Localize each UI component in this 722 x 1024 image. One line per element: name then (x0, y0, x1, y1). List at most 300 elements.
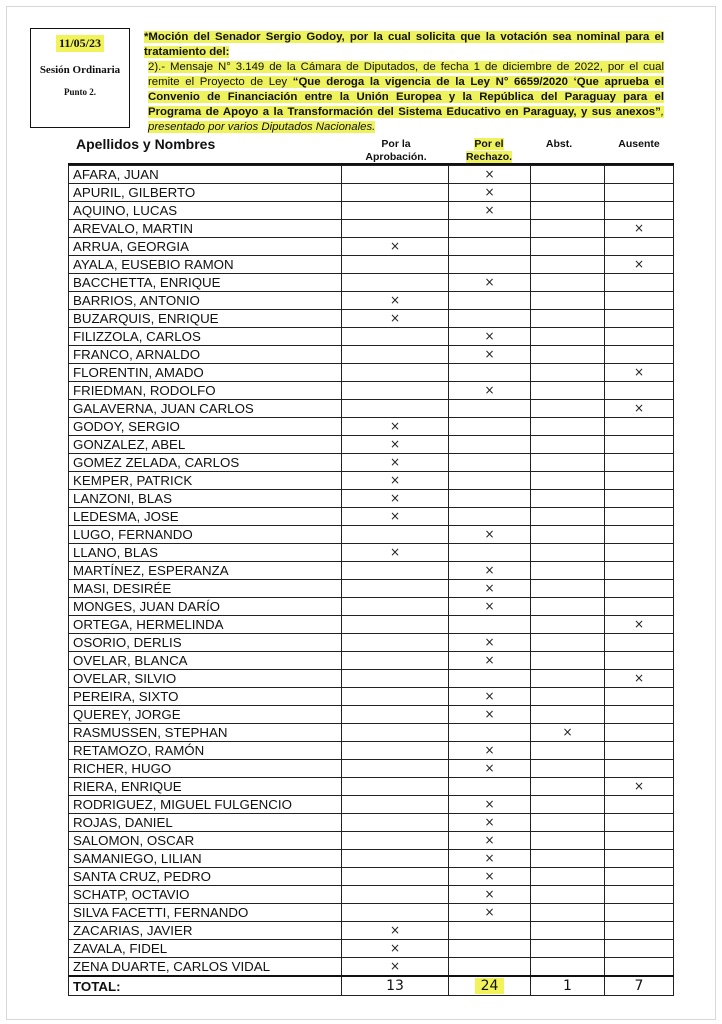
vote-cell-rechazo (449, 688, 531, 706)
legislator-name: BUZARQUIS, ENRIQUE (69, 310, 342, 328)
vote-cell-aprobacion (342, 652, 449, 670)
legislator-name: GOMEZ ZELADA, CARLOS (69, 454, 342, 472)
legislator-name: AREVALO, MARTIN (69, 220, 342, 238)
vote-cell-aprobacion (342, 292, 449, 310)
vote-cell-abstencion (531, 904, 605, 922)
vote-cell-abstencion (531, 760, 605, 778)
vote-cell-aprobacion (342, 706, 449, 724)
vote-cell-aprobacion (342, 454, 449, 472)
vote-cell-abstencion (531, 832, 605, 850)
vote-mark-icon: × (389, 239, 401, 253)
table-row (69, 220, 674, 238)
vote-mark-icon: × (484, 851, 495, 865)
vote-cell-abstencion (531, 868, 605, 886)
vote-mark-icon: × (484, 833, 495, 847)
vote-mark-icon: × (633, 365, 645, 379)
vote-cell-ausente (605, 346, 674, 364)
vote-cell-aprobacion (342, 886, 449, 904)
vote-mark-icon: × (389, 545, 401, 559)
vote-cell-rechazo (449, 724, 531, 742)
legislator-name: FLORENTIN, AMADO (69, 364, 342, 382)
table-row (69, 868, 674, 886)
vote-mark-icon: × (389, 491, 401, 505)
table-row (69, 922, 674, 940)
vote-cell-aprobacion (342, 256, 449, 274)
vote-cell-ausente (605, 166, 674, 184)
vote-cell-abstencion (531, 778, 605, 796)
vote-cell-rechazo (449, 274, 531, 292)
vote-cell-abstencion (531, 742, 605, 760)
vote-cell-aprobacion (342, 472, 449, 490)
vote-mark-icon: × (484, 905, 495, 919)
vote-cell-abstencion (531, 328, 605, 346)
vote-cell-abstencion (531, 580, 605, 598)
vote-cell-abstencion (531, 346, 605, 364)
vote-cell-ausente (605, 184, 674, 202)
legislator-name: QUEREY, JORGE (69, 706, 342, 724)
legislator-name: SCHATP, OCTAVIO (69, 886, 342, 904)
vote-cell-ausente (605, 634, 674, 652)
legislator-name: ARRUA, GEORGIA (69, 238, 342, 256)
absent-column-header: Ausente (618, 138, 660, 150)
table-row (69, 274, 674, 292)
vote-cell-rechazo (449, 310, 531, 328)
vote-cell-abstencion (531, 292, 605, 310)
vote-cell-ausente (605, 904, 674, 922)
vote-mark-icon: × (389, 959, 401, 973)
table-row (69, 526, 674, 544)
table-row (69, 652, 674, 670)
vote-cell-abstencion (531, 544, 605, 562)
legislator-name: GONZALEZ, ABEL (69, 436, 342, 454)
vote-table (68, 165, 674, 996)
vote-cell-abstencion (531, 634, 605, 652)
legislator-name: RIERA, ENRIQUE (69, 778, 342, 796)
table-row (69, 346, 674, 364)
motion-text (144, 30, 664, 135)
vote-cell-rechazo (449, 472, 531, 490)
legislator-name: BARRIOS, ANTONIO (69, 292, 342, 310)
vote-cell-aprobacion (342, 634, 449, 652)
vote-cell-abstencion (531, 598, 605, 616)
table-row (69, 724, 674, 742)
motion-body-end: , presentado por varios Diputados Nacionales. (148, 106, 664, 133)
legislator-name: KEMPER, PATRICK (69, 472, 342, 490)
table-row (69, 202, 674, 220)
vote-mark-icon: × (633, 671, 645, 685)
vote-cell-abstencion (531, 850, 605, 868)
vote-cell-abstencion (531, 886, 605, 904)
legislator-name: RETAMOZO, RAMÓN (69, 742, 342, 760)
legislator-name: APURIL, GILBERTO (69, 184, 342, 202)
vote-cell-aprobacion (342, 598, 449, 616)
table-row (69, 256, 674, 274)
vote-cell-aprobacion (342, 904, 449, 922)
table-row (69, 454, 674, 472)
vote-cell-ausente (605, 400, 674, 418)
vote-cell-ausente (605, 814, 674, 832)
vote-cell-aprobacion (342, 202, 449, 220)
vote-cell-aprobacion (342, 274, 449, 292)
vote-cell-abstencion (531, 688, 605, 706)
vote-cell-aprobacion (342, 166, 449, 184)
vote-mark-icon: × (484, 185, 495, 199)
legislator-name: GODOY, SERGIO (69, 418, 342, 436)
vote-cell-abstencion (531, 436, 605, 454)
vote-cell-ausente (605, 922, 674, 940)
vote-cell-aprobacion (342, 526, 449, 544)
vote-cell-abstencion (531, 256, 605, 274)
vote-cell-rechazo (449, 616, 531, 634)
vote-cell-ausente (605, 526, 674, 544)
vote-cell-rechazo (449, 454, 531, 472)
vote-mark-icon: × (633, 257, 645, 271)
legislator-name: ROJAS, DANIEL (69, 814, 342, 832)
vote-cell-abstencion (531, 274, 605, 292)
legislator-name: PEREIRA, SIXTO (69, 688, 342, 706)
vote-cell-rechazo (449, 580, 531, 598)
table-row (69, 670, 674, 688)
legislator-name: GALAVERNA, JUAN CARLOS (69, 400, 342, 418)
vote-mark-icon: × (484, 743, 495, 757)
table-row (69, 580, 674, 598)
vote-cell-ausente (605, 796, 674, 814)
agenda-point: Punto 2. (63, 87, 96, 97)
total-abstention: 1 (531, 976, 605, 996)
vote-cell-abstencion (531, 616, 605, 634)
table-row (69, 940, 674, 958)
vote-cell-abstencion (531, 400, 605, 418)
vote-mark-icon: × (484, 869, 495, 883)
vote-cell-ausente (605, 328, 674, 346)
vote-cell-ausente (605, 508, 674, 526)
table-row (69, 760, 674, 778)
motion-body-start: 2).- Mensaje N° 3.149 de la Cámara de Diputados, de fecha 1 de diciembre de 2022, por el cual remite el Proyecto de Ley (148, 61, 664, 88)
table-row (69, 418, 674, 436)
vote-mark-icon: × (633, 617, 645, 631)
vote-mark-icon: × (484, 653, 495, 667)
vote-mark-icon: × (562, 725, 573, 739)
vote-mark-icon: × (633, 401, 645, 415)
vote-cell-ausente (605, 220, 674, 238)
vote-cell-abstencion (531, 922, 605, 940)
vote-cell-aprobacion (342, 490, 449, 508)
vote-cell-aprobacion (342, 562, 449, 580)
vote-cell-aprobacion (342, 346, 449, 364)
table-row (69, 706, 674, 724)
vote-cell-abstencion (531, 670, 605, 688)
table-row (69, 490, 674, 508)
session-type: Sesión Ordinaria (39, 64, 121, 76)
vote-mark-icon: × (389, 509, 401, 523)
vote-cell-rechazo (449, 220, 531, 238)
vote-cell-abstencion (531, 562, 605, 580)
vote-cell-aprobacion (342, 670, 449, 688)
vote-mark-icon: × (484, 599, 495, 613)
vote-cell-rechazo (449, 292, 531, 310)
legislator-name: OVELAR, BLANCA (69, 652, 342, 670)
legislator-name: ZENA DUARTE, CARLOS VIDAL (69, 958, 342, 977)
table-row (69, 814, 674, 832)
vote-cell-aprobacion (342, 778, 449, 796)
vote-cell-rechazo (449, 184, 531, 202)
legislator-name: ZAVALA, FIDEL (69, 940, 342, 958)
vote-cell-ausente (605, 670, 674, 688)
vote-cell-aprobacion (342, 436, 449, 454)
table-row (69, 328, 674, 346)
vote-cell-rechazo (449, 706, 531, 724)
vote-cell-ausente (605, 472, 674, 490)
vote-cell-rechazo (449, 778, 531, 796)
vote-cell-rechazo (449, 940, 531, 958)
vote-cell-abstencion (531, 454, 605, 472)
vote-cell-rechazo (449, 256, 531, 274)
vote-cell-rechazo (449, 886, 531, 904)
vote-cell-ausente (605, 436, 674, 454)
vote-cell-rechazo (449, 526, 531, 544)
table-row (69, 742, 674, 760)
vote-cell-ausente (605, 778, 674, 796)
vote-mark-icon: × (633, 221, 645, 235)
vote-mark-icon: × (484, 761, 495, 775)
abstention-column-header: Abst. (545, 138, 573, 150)
vote-cell-aprobacion (342, 580, 449, 598)
vote-mark-icon: × (389, 941, 401, 955)
vote-cell-ausente (605, 742, 674, 760)
vote-cell-aprobacion (342, 508, 449, 526)
vote-cell-ausente (605, 256, 674, 274)
bill-title: “Que deroga la vigencia de la Ley N° 6659/2020 ‘Que aprueba el Convenio de Financiación entre la Unión Europea y la República del Paraguay para el Programa de Apoyo a la Transformación del Sistema Educativo en Paraguay, y sus anexos” (148, 76, 664, 118)
table-row (69, 364, 674, 382)
vote-cell-rechazo (449, 814, 531, 832)
vote-cell-rechazo (449, 958, 531, 977)
vote-cell-aprobacion (342, 688, 449, 706)
table-row (69, 508, 674, 526)
legislator-name: SANTA CRUZ, PEDRO (69, 868, 342, 886)
table-row (69, 382, 674, 400)
vote-cell-aprobacion (342, 238, 449, 256)
vote-cell-aprobacion (342, 832, 449, 850)
vote-cell-rechazo (449, 418, 531, 436)
table-row (69, 436, 674, 454)
table-row (69, 238, 674, 256)
vote-mark-icon: × (484, 275, 495, 289)
vote-cell-abstencion (531, 652, 605, 670)
motion-title: *Moción del Senador Sergio Godoy, por la cual solicita que la votación sea nominal para el tratamiento del: (144, 31, 664, 58)
vote-mark-icon: × (389, 923, 401, 937)
vote-cell-rechazo (449, 202, 531, 220)
vote-cell-ausente (605, 832, 674, 850)
legislator-name: AYALA, EUSEBIO RAMON (69, 256, 342, 274)
vote-cell-rechazo (449, 670, 531, 688)
vote-mark-icon: × (389, 473, 401, 487)
legislator-name: MONGES, JUAN DARÍO (69, 598, 342, 616)
table-row (69, 184, 674, 202)
table-row (69, 562, 674, 580)
vote-cell-abstencion (531, 706, 605, 724)
vote-cell-abstencion (531, 418, 605, 436)
vote-cell-aprobacion (342, 760, 449, 778)
vote-cell-aprobacion (342, 868, 449, 886)
legislator-name: MASI, DESIRÉE (69, 580, 342, 598)
vote-cell-rechazo (449, 508, 531, 526)
vote-cell-aprobacion (342, 796, 449, 814)
vote-mark-icon: × (484, 815, 495, 829)
legislator-name: FRIEDMAN, RODOLFO (69, 382, 342, 400)
vote-mark-icon: × (484, 707, 495, 721)
table-row (69, 958, 674, 977)
vote-mark-icon: × (484, 383, 495, 397)
vote-mark-icon: × (633, 779, 645, 793)
vote-mark-icon: × (484, 347, 495, 361)
vote-cell-ausente (605, 886, 674, 904)
vote-cell-aprobacion (342, 310, 449, 328)
legislator-name: OSORIO, DERLIS (69, 634, 342, 652)
vote-cell-aprobacion (342, 742, 449, 760)
total-approval: 13 (342, 976, 449, 996)
vote-cell-aprobacion (342, 544, 449, 562)
vote-mark-icon: × (484, 581, 495, 595)
vote-cell-abstencion (531, 796, 605, 814)
vote-cell-abstencion (531, 526, 605, 544)
vote-cell-rechazo (449, 490, 531, 508)
table-row (69, 598, 674, 616)
vote-cell-aprobacion (342, 400, 449, 418)
vote-mark-icon: × (389, 437, 401, 451)
vote-cell-aprobacion (342, 724, 449, 742)
vote-cell-abstencion (531, 166, 605, 184)
vote-cell-aprobacion (342, 814, 449, 832)
vote-cell-ausente (605, 418, 674, 436)
vote-cell-abstencion (531, 508, 605, 526)
vote-cell-ausente (605, 382, 674, 400)
vote-cell-abstencion (531, 220, 605, 238)
vote-cell-abstencion (531, 958, 605, 977)
table-row (69, 472, 674, 490)
vote-cell-ausente (605, 724, 674, 742)
total-row (69, 976, 674, 996)
vote-cell-rechazo (449, 346, 531, 364)
vote-cell-rechazo (449, 904, 531, 922)
vote-cell-rechazo (449, 400, 531, 418)
vote-cell-aprobacion (342, 184, 449, 202)
vote-cell-aprobacion (342, 616, 449, 634)
names-column-header: Apellidos y Nombres (76, 136, 216, 152)
vote-mark-icon: × (484, 563, 495, 577)
table-row (69, 292, 674, 310)
table-row (69, 832, 674, 850)
table-row (69, 778, 674, 796)
vote-cell-aprobacion (342, 364, 449, 382)
vote-cell-ausente (605, 580, 674, 598)
vote-cell-ausente (605, 292, 674, 310)
table-row (69, 616, 674, 634)
table-row (69, 904, 674, 922)
approval-column-header: Por la Aprobación. (365, 138, 427, 163)
table-row (69, 166, 674, 184)
vote-cell-ausente (605, 760, 674, 778)
vote-cell-ausente (605, 688, 674, 706)
vote-cell-rechazo (449, 634, 531, 652)
legislator-name: SILVA FACETTI, FERNANDO (69, 904, 342, 922)
vote-cell-abstencion (531, 184, 605, 202)
vote-mark-icon: × (484, 203, 495, 217)
vote-mark-icon: × (484, 797, 495, 811)
vote-cell-abstencion (531, 382, 605, 400)
vote-mark-icon: × (484, 689, 495, 703)
vote-cell-aprobacion (342, 220, 449, 238)
table-row (69, 310, 674, 328)
vote-cell-abstencion (531, 472, 605, 490)
vote-cell-ausente (605, 310, 674, 328)
table-row (69, 400, 674, 418)
legislator-name: ZACARIAS, JAVIER (69, 922, 342, 940)
vote-cell-abstencion (531, 814, 605, 832)
vote-cell-rechazo (449, 742, 531, 760)
vote-cell-ausente (605, 652, 674, 670)
vote-cell-rechazo (449, 832, 531, 850)
table-row (69, 886, 674, 904)
vote-mark-icon: × (484, 329, 495, 343)
legislator-name: RODRIGUEZ, MIGUEL FULGENCIO (69, 796, 342, 814)
vote-cell-rechazo (449, 382, 531, 400)
vote-cell-abstencion (531, 724, 605, 742)
legislator-name: RASMUSSEN, STEPHAN (69, 724, 342, 742)
vote-cell-ausente (605, 958, 674, 977)
legislator-name: LLANO, BLAS (69, 544, 342, 562)
total-label: TOTAL: (69, 976, 342, 996)
vote-mark-icon: × (389, 293, 401, 307)
table-row (69, 796, 674, 814)
vote-cell-abstencion (531, 238, 605, 256)
vote-cell-ausente (605, 202, 674, 220)
vote-cell-ausente (605, 940, 674, 958)
vote-cell-abstencion (531, 940, 605, 958)
vote-cell-rechazo (449, 796, 531, 814)
vote-cell-rechazo (449, 436, 531, 454)
vote-cell-rechazo (449, 598, 531, 616)
vote-mark-icon: × (484, 167, 495, 181)
legislator-name: FRANCO, ARNALDO (69, 346, 342, 364)
vote-cell-aprobacion (342, 958, 449, 977)
vote-cell-abstencion (531, 490, 605, 508)
vote-cell-rechazo (449, 868, 531, 886)
vote-cell-rechazo (449, 166, 531, 184)
legislator-name: LANZONI, BLAS (69, 490, 342, 508)
vote-cell-ausente (605, 868, 674, 886)
vote-cell-aprobacion (342, 940, 449, 958)
legislator-name: RICHER, HUGO (69, 760, 342, 778)
rejection-column-header: Por el Rechazo. (465, 138, 513, 163)
vote-cell-rechazo (449, 238, 531, 256)
vote-cell-ausente (605, 562, 674, 580)
vote-cell-rechazo (449, 544, 531, 562)
table-row (69, 544, 674, 562)
vote-mark-icon: × (484, 635, 495, 649)
vote-table-body (69, 166, 674, 977)
vote-cell-ausente (605, 706, 674, 724)
vote-cell-aprobacion (342, 850, 449, 868)
legislator-name: FILIZZOLA, CARLOS (69, 328, 342, 346)
vote-cell-rechazo (449, 760, 531, 778)
legislator-name: ORTEGA, HERMELINDA (69, 616, 342, 634)
total-absent: 7 (605, 976, 674, 996)
vote-cell-ausente (605, 490, 674, 508)
legislator-name: OVELAR, SILVIO (69, 670, 342, 688)
vote-cell-rechazo (449, 922, 531, 940)
vote-cell-ausente (605, 544, 674, 562)
vote-mark-icon: × (484, 887, 495, 901)
